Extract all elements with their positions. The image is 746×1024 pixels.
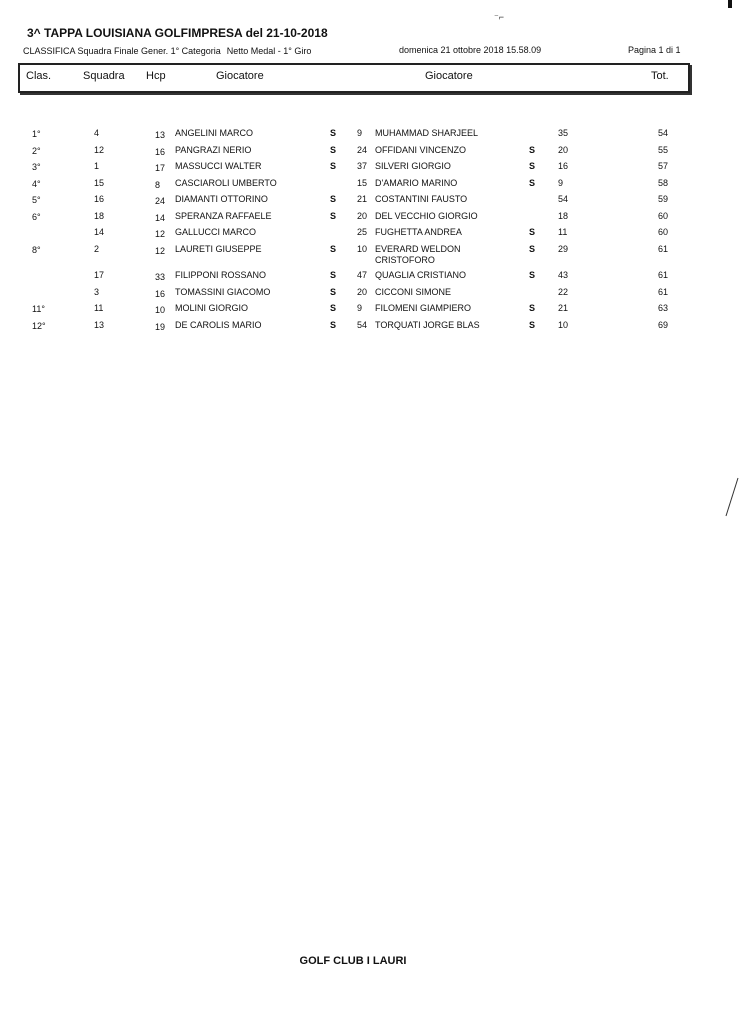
- cell-giocatore-1: PANGRAZI NERIO: [175, 145, 252, 155]
- cell-hcp-2: 10: [357, 244, 368, 254]
- cell-clas: 6°: [32, 212, 41, 222]
- report-subtitle: [23, 46, 311, 56]
- cell-flag-2: S: [529, 227, 536, 237]
- cell-giocatore-2: OFFIDANI VINCENZO: [375, 145, 467, 155]
- cell-squadra: 15: [94, 178, 105, 188]
- cell-flag-2: S: [529, 303, 536, 313]
- cell-giocatore-2: FUGHETTA ANDREA: [375, 227, 462, 237]
- cell-hcp-2: 9: [357, 128, 363, 138]
- cell-flag-1: S: [330, 145, 337, 155]
- cell-clas: 3°: [32, 162, 41, 172]
- cell-hcp-2: 15: [357, 178, 368, 188]
- cell-flag-2: S: [529, 244, 536, 254]
- report-title: 3^ TAPPA LOUISIANA GOLFIMPRESA del 21-10-2018: [27, 26, 328, 40]
- cell-squadra: 17: [94, 270, 105, 280]
- cell-squadra: 4: [94, 128, 100, 138]
- cell-giocatore-1: TOMASSINI GIACOMO: [175, 287, 271, 297]
- cell-giocatore-2: FILOMENI GIAMPIERO: [375, 303, 472, 313]
- cell-clas: 11°: [32, 304, 45, 314]
- cell-punteggio: 21: [558, 303, 569, 313]
- cell-flag-2: S: [529, 161, 536, 171]
- cell-hcp-2: 20: [357, 211, 368, 221]
- cell-hcp-2: 20: [357, 287, 368, 297]
- cell-squadra: 14: [94, 227, 105, 237]
- cell-punteggio: 9: [558, 178, 564, 188]
- cell-tot: 69: [658, 320, 669, 330]
- report-datetime: domenica 21 ottobre 2018 15.58.09: [399, 45, 542, 55]
- column-header-squadra: Squadra: [83, 70, 125, 82]
- cell-clas: 4°: [32, 179, 41, 189]
- cell-punteggio: 11: [558, 227, 568, 237]
- cell-tot: 58: [658, 178, 669, 188]
- cell-clas: 2°: [32, 146, 41, 156]
- cell-giocatore-2: D'AMARIO MARINO: [375, 178, 458, 188]
- cell-hcp-1: 24: [155, 196, 166, 206]
- cell-flag-1: S: [330, 161, 337, 171]
- cell-giocatore-1: DIAMANTI OTTORINO: [175, 194, 268, 204]
- cell-hcp-1: 16: [155, 289, 166, 299]
- cell-hcp-1: 8: [155, 180, 161, 190]
- cell-giocatore-2: SILVERI GIORGIO: [375, 161, 451, 171]
- cell-hcp-2: 54: [357, 320, 368, 330]
- cell-clas: 1°: [32, 129, 41, 139]
- cell-punteggio: 16: [558, 161, 569, 171]
- cell-clas: 5°: [32, 195, 41, 205]
- cell-tot: 61: [658, 270, 669, 280]
- cell-tot: 54: [658, 128, 669, 138]
- cell-flag-2: S: [529, 270, 536, 280]
- cell-giocatore-2: DEL VECCHIO GIORGIO: [375, 211, 478, 221]
- cell-squadra: 16: [94, 194, 105, 204]
- cell-flag-1: S: [330, 320, 337, 330]
- column-header-giocatore-2: Giocatore: [425, 70, 473, 82]
- cell-hcp-1: 14: [155, 213, 166, 223]
- cell-giocatore-2: QUAGLIA CRISTIANO: [375, 270, 467, 280]
- cell-giocatore-2: MUHAMMAD SHARJEEL: [375, 128, 479, 138]
- cell-flag-1: S: [330, 128, 337, 138]
- column-header-tot: Tot.: [651, 70, 669, 82]
- cell-flag-1: S: [330, 270, 337, 280]
- scan-mark-top: ⁻⌐: [494, 12, 505, 22]
- cell-clas: 12°: [32, 321, 46, 331]
- scan-stroke: [724, 476, 740, 520]
- cell-flag-1: S: [330, 287, 337, 297]
- cell-flag-2: S: [529, 145, 536, 155]
- cell-punteggio: 54: [558, 194, 569, 204]
- cell-hcp-1: 33: [155, 272, 166, 282]
- cell-punteggio: 10: [558, 320, 569, 330]
- cell-flag-2: S: [529, 320, 536, 330]
- cell-squadra: 18: [94, 211, 105, 221]
- cell-squadra: 11: [94, 303, 104, 313]
- cell-punteggio: 35: [558, 128, 569, 138]
- cell-giocatore-1: GALLUCCI MARCO: [175, 227, 257, 237]
- cell-hcp-1: 13: [155, 130, 166, 140]
- cell-flag-1: S: [330, 211, 337, 221]
- cell-hcp-2: 21: [357, 194, 368, 204]
- cell-hcp-2: 24: [357, 145, 368, 155]
- cell-squadra: 1: [94, 161, 100, 171]
- cell-hcp-2: 9: [357, 303, 363, 313]
- cell-tot: 59: [658, 194, 669, 204]
- cell-tot: 57: [658, 161, 669, 171]
- cell-flag-2: S: [529, 178, 536, 188]
- cell-hcp-1: 19: [155, 322, 166, 332]
- page-indicator: Pagina 1 di 1: [628, 45, 681, 55]
- cell-giocatore-1: SPERANZA RAFFAELE: [175, 211, 272, 221]
- subtitle-classifica: CLASSIFICA Squadra Finale Gener. 1° Categoria: [23, 46, 221, 56]
- cell-giocatore-2: COSTANTINI FAUSTO: [375, 194, 468, 204]
- cell-tot: 60: [658, 211, 669, 221]
- cell-hcp-1: 16: [155, 147, 166, 157]
- cell-giocatore-1: FILIPPONI ROSSANO: [175, 270, 267, 280]
- cell-giocatore-2: EVERARD WELDON: [375, 244, 461, 254]
- cell-giocatore-1: MASSUCCI WALTER: [175, 161, 262, 171]
- footer-club-name: GOLF CLUB I LAURI: [299, 955, 407, 967]
- cell-flag-1: S: [330, 303, 337, 313]
- cell-punteggio: 29: [558, 244, 569, 254]
- column-header-giocatore-1: Giocatore: [216, 70, 264, 82]
- cell-hcp-1: 10: [155, 305, 166, 315]
- cell-squadra: 2: [94, 244, 100, 254]
- cell-squadra: 13: [94, 320, 105, 330]
- cell-flag-1: S: [330, 194, 337, 204]
- cell-punteggio: 18: [558, 211, 569, 221]
- cell-hcp-2: 37: [357, 161, 368, 171]
- cell-giocatore-1: LAURETI GIUSEPPE: [175, 244, 262, 254]
- cell-tot: 55: [658, 145, 669, 155]
- cell-giocatore-2: CICCONI SIMONE: [375, 287, 452, 297]
- cell-giocatore-2: TORQUATI JORGE BLAS: [375, 320, 480, 330]
- cell-flag-1: S: [330, 244, 337, 254]
- cell-clas: 8°: [32, 245, 41, 255]
- cell-squadra: 3: [94, 287, 100, 297]
- cell-hcp-1: 12: [155, 246, 166, 256]
- cell-tot: 60: [658, 227, 669, 237]
- column-header-clas: Clas.: [26, 70, 52, 82]
- cell-giocatore-1: CASCIAROLI UMBERTO: [175, 178, 277, 188]
- cell-tot: 61: [658, 244, 669, 254]
- cell-hcp-1: 17: [155, 163, 166, 173]
- cell-tot: 61: [658, 287, 669, 297]
- cell-punteggio: 20: [558, 145, 569, 155]
- cell-hcp-2: 47: [357, 270, 368, 280]
- cell-giocatore-1: DE CAROLIS MARIO: [175, 320, 262, 330]
- cell-hcp-1: 12: [155, 229, 166, 239]
- cell-tot: 63: [658, 303, 669, 313]
- cell-squadra: 12: [94, 145, 105, 155]
- cell-giocatore-2-continued: CRISTOFORO: [375, 255, 435, 265]
- cell-punteggio: 43: [558, 270, 569, 280]
- cell-punteggio: 22: [558, 287, 569, 297]
- column-header-hcp: Hcp: [146, 70, 166, 82]
- cell-giocatore-1: MOLINI GIORGIO: [175, 303, 249, 313]
- cell-giocatore-1: ANGELINI MARCO: [175, 128, 254, 138]
- scan-mark-edge: [728, 0, 732, 8]
- subtitle-formula: Netto Medal - 1° Giro: [226, 46, 312, 56]
- cell-hcp-2: 25: [357, 227, 368, 237]
